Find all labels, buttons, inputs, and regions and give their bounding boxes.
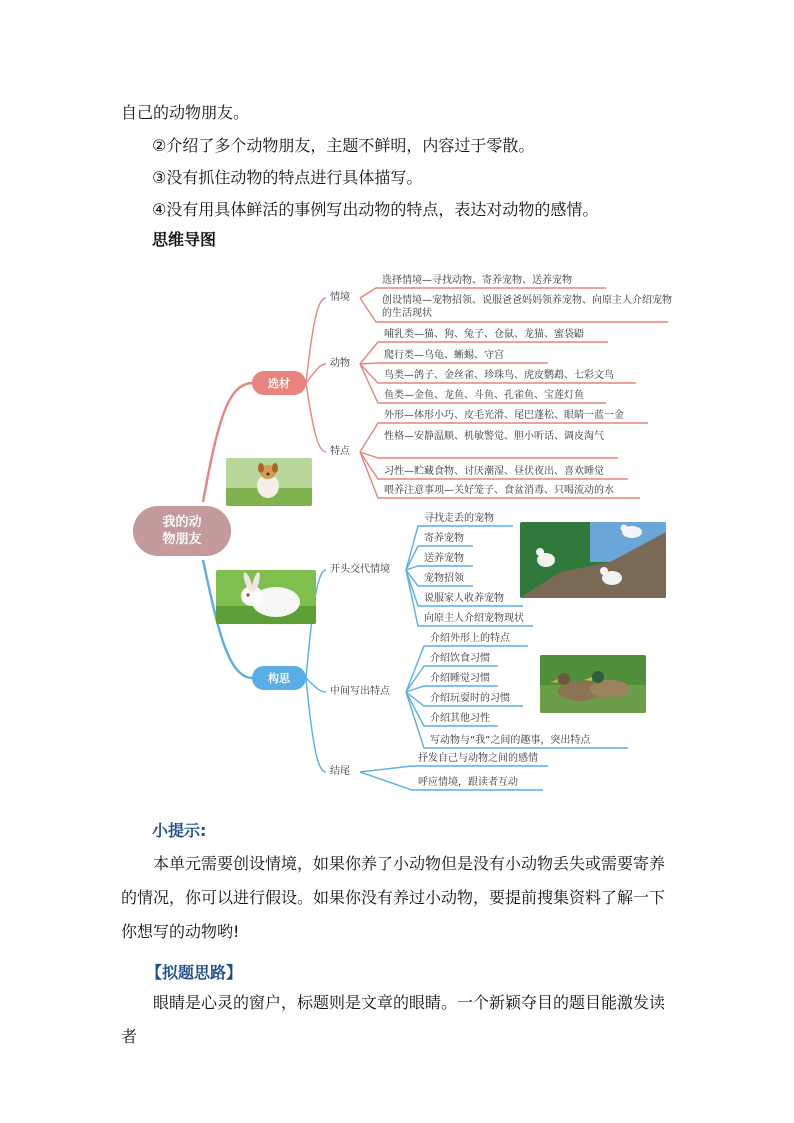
zhongjian-item: 介绍其他习性 — [430, 713, 490, 724]
qingjing-item: 创设情境—宠物招领、说服爸爸妈妈领养宠物、向原主人介绍宠物的生活现状 — [382, 295, 672, 319]
point-4: ④没有用具体鲜活的事例写出动物的特点，表达对动物的感情。 — [152, 200, 599, 219]
dongwu-label: 动物 — [330, 358, 350, 369]
center-label-line2: 物朋友 — [162, 532, 202, 547]
kaitou-label: 开头交代情境 — [330, 564, 390, 575]
rabbit-image — [216, 570, 316, 624]
dongwu-item: 爬行类—乌龟、蜥蜴、守宫 — [384, 350, 504, 361]
tedian-label: 特点 — [330, 446, 350, 457]
gousi-node: 构思 — [252, 666, 306, 690]
intro-line: 自己的动物朋友。 — [121, 103, 250, 122]
tedian-item: 性格—安静温顺、机敏警觉、胆小听话、调皮淘气 — [384, 431, 604, 442]
kaitou-item: 送养宠物 — [424, 553, 464, 564]
dongwu-item: 鸟类—鸽子、金丝雀、珍珠鸟、虎皮鹦鹉、七彩文鸟 — [384, 370, 614, 381]
tips-heading: 小提示: — [152, 821, 207, 840]
kaitou-item: 寄养宠物 — [424, 533, 464, 544]
zhongjian-item: 介绍玩耍时的习惯 — [430, 693, 510, 704]
zhongjian-item: 写动物与“我”之间的趣事，突出特点 — [430, 735, 591, 746]
center-label-line1: 我的动 — [162, 515, 202, 530]
dongwu-item: 鱼类—金鱼、龙鱼、斗鱼、孔雀鱼、宝莲灯鱼 — [384, 390, 584, 401]
kaitou-item: 宠物招领 — [424, 573, 464, 584]
idea-body: 眼睛是心灵的窗户，标题则是文章的眼睛。一个新颖夺目的题目能激发读者 — [121, 993, 666, 1046]
ducks-image — [540, 655, 646, 713]
ducks-photo — [540, 655, 646, 713]
zhongjian-label: 中间写出特点 — [330, 686, 390, 697]
zhongjian-item: 介绍饮食习惯 — [430, 653, 490, 664]
pigeons-image — [520, 522, 666, 598]
tedian-item: 外形—体形小巧、皮毛光滑、尾巴蓬松、眼睛一蓝一金 — [384, 410, 624, 421]
idea-heading: 【拟题思路】 — [146, 963, 243, 982]
tedian-item: 喂养注意事项—关好笼子、食盆消毒、只喝流动的水 — [384, 485, 614, 496]
zhongjian-item: 介绍外形上的特点 — [430, 633, 510, 644]
rabbit-photo — [216, 570, 316, 624]
qingjing-item: 选择情境—寻找动物、寄养宠物、送养宠物 — [382, 275, 572, 286]
pigeons-photo — [520, 522, 666, 598]
kaitou-item: 说服家人收养宠物 — [424, 593, 504, 604]
dog-image — [226, 458, 312, 506]
zhongjian-item: 介绍睡觉习惯 — [430, 673, 490, 684]
point-3: ③没有抓住动物的特点进行具体描写。 — [152, 168, 423, 187]
jiewei-label: 结尾 — [330, 766, 350, 777]
mind-map — [128, 260, 688, 800]
point-2: ②介绍了多个动物朋友，主题不鲜明，内容过于零散。 — [152, 136, 535, 155]
center-node — [133, 506, 231, 556]
dongwu-item: 哺乳类—猫、狗、兔子、仓鼠、龙猫、蜜袋鼯 — [384, 329, 584, 340]
kaitou-item: 向原主人介绍宠物现状 — [424, 613, 524, 624]
dog-photo — [226, 458, 312, 506]
tedian-item: 习性—贮藏食物、讨厌潮湿、昼伏夜出、喜欢睡觉 — [384, 466, 604, 477]
tips-body: 本单元需要创设情境，如果你养了小动物但是没有小动物丢失或需要寄养的情况，你可以进行假设。如果你没有养过小动物，要提前搜集资料了解一下你想写的动物哟! — [121, 854, 666, 941]
xuancai-node: 选材 — [252, 371, 306, 395]
jiewei-item: 呼应情境，跟读者互动 — [418, 777, 518, 788]
jiewei-item: 抒发自己与动物之间的感情 — [418, 753, 538, 764]
qingjing-label: 情境 — [330, 292, 350, 303]
mindmap-heading: 思维导图 — [152, 230, 217, 249]
kaitou-item: 寻找走丢的宠物 — [424, 513, 494, 524]
